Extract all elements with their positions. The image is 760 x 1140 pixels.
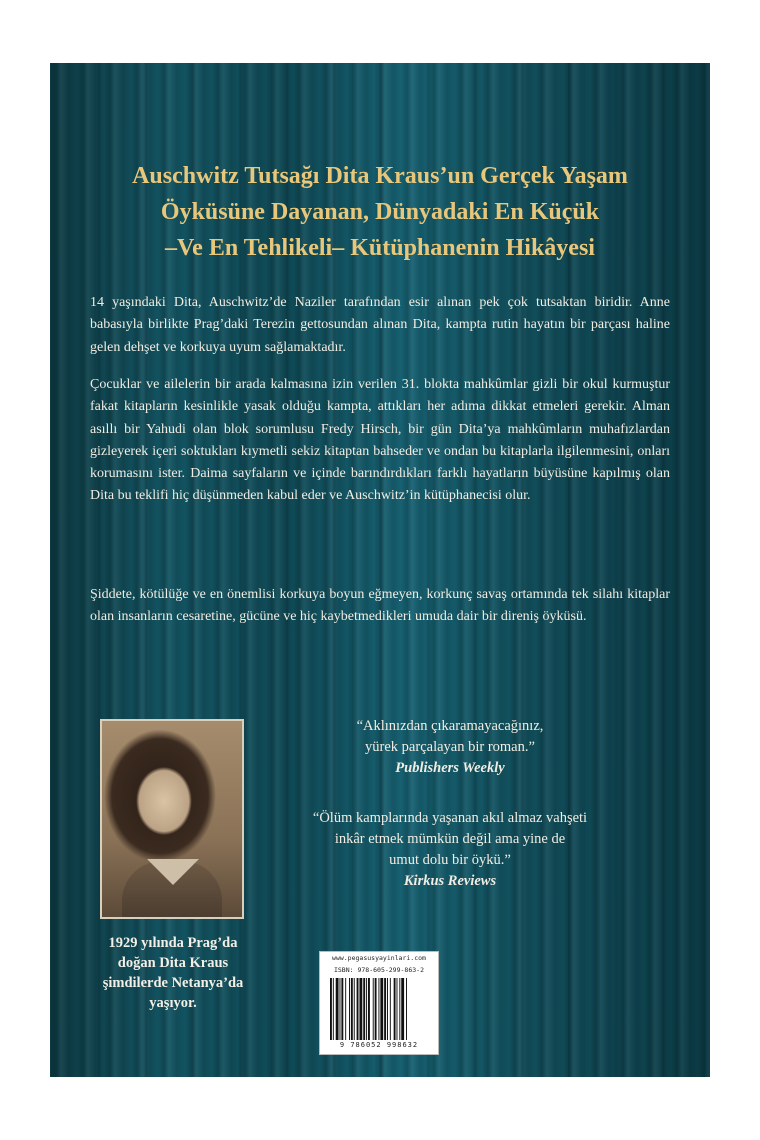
barcode-icon [328, 978, 430, 1040]
caption-line-4: yaşıyor. [149, 995, 197, 1011]
quote-1-line-1: “Aklınızdan çıkaramayacağınız, [356, 718, 544, 734]
caption-line-1: 1929 yılında Prag’da [108, 935, 238, 951]
quote-1-line-2: yürek parçalayan bir roman.” [365, 739, 535, 755]
synopsis-paragraph-1: 14 yaşındaki Dita, Auschwitz’de Naziler tarafından esir alınan pek çok tutsaktan biridir. Anne babasıyla birlikte Prag’daki Terezin gettosundan alınan Dita, kampta rutin hayatın bir parçası haline gelen dehşet ve korkuya uyum sağlamaktadır. [90, 295, 670, 355]
synopsis-paragraph-3: Şiddete, kötülüğe ve en önemlisi korkuya boyun eğmeyen, korkunç savaş ortamında tek silahı kitaplar olan insanların cesaretine, gücüne ve hiç kaybetmedikleri umuda dair bir direniş öyküsü. [90, 587, 670, 625]
barcode-label [319, 951, 439, 1055]
caption-line-2: doğan Dita Kraus [117, 955, 229, 971]
quote-2-line-1: “Ölüm kamplarında yaşanan akıl almaz vahşeti [312, 810, 588, 826]
review-quote-2 [300, 808, 600, 892]
headline-line-2: Öyküsüne Dayanan, Dünyadaki En Küçük [160, 199, 600, 225]
publisher-url: www.pegasusyayinlari.com [332, 954, 426, 962]
quote-1-source: Publishers Weekly [395, 760, 505, 776]
headline-line-1: Auschwitz Tutsağı Dita Kraus’un Gerçek Yaşam [132, 163, 628, 189]
isbn-text: ISBN: 978-605-299-863-2 [333, 966, 424, 974]
review-quote-1 [300, 716, 600, 779]
book-back-cover [50, 63, 710, 1077]
synopsis-paragraph-2: Çocuklar ve ailelerin bir arada kalmasına izin verilen 31. blokta mahkûmlar gizli bir okul kurmuştur fakat kitapların kesinlikle yasak olduğu kampta, attıkları her adıma dikkat etmeleri gerekir. Alman asıllı bir Yahudi olan blok sorumlusu Fredy Hirsch, bir gün Dita’ya mahkûmların muhafızlardan gizleyerek içeri soktukları kıymetli sekiz kitaptan bahseder ve ondan bu kitaplarla ilgilenmesini, onları korumasını ister. Daima sayfaların ve içinde barındırdıkları farklı hayatların büyüsüne kapılmış olan Dita bu teklifi hiç düşünmeden kabul eder ve Auschwitz’in kütüphanecisi olur. [90, 377, 670, 504]
barcode-number: 9 786052 998632 [339, 1041, 419, 1049]
quote-2-line-2: inkâr etmek mümkün değil ama yine de [334, 831, 566, 847]
headline [50, 158, 710, 266]
quote-2-source: Kirkus Reviews [403, 873, 497, 889]
caption-line-3: şimdilerde Netanya’da [102, 975, 244, 991]
photo-caption [88, 933, 258, 1013]
quote-2-line-3: umut dolu bir öykü.” [389, 852, 511, 868]
headline-line-3: –Ve En Tehlikeli– Kütüphanenin Hikâyesi [165, 235, 595, 261]
author-portrait-photo [100, 719, 244, 919]
